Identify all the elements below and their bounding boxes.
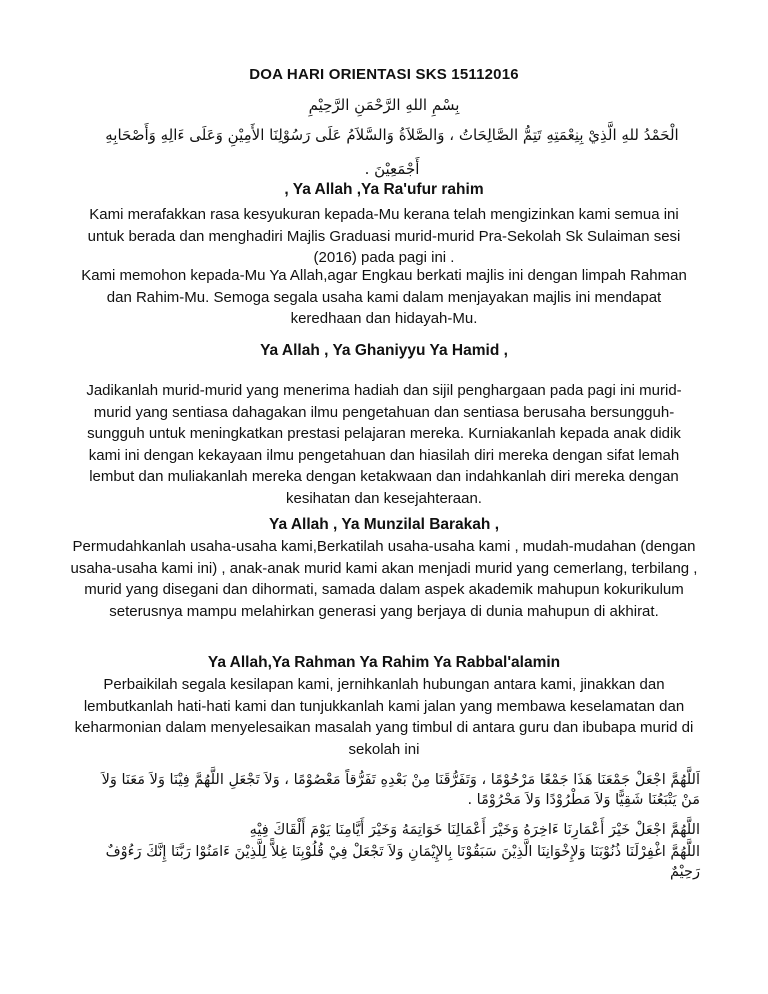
bismillah: بِسْمِ اللهِ الرَّحْمَنِ الرَّحِيْمِ <box>308 96 460 114</box>
section-paragraph: Kami merafakkan rasa kesyukuran kepada-Mu kerana telah mengizinkan kami semua ini untuk berada dan menghadiri Majlis Graduasi murid-murid Pra-Sekolah Sk Sulaiman sesi (2016) pada pagi ini . <box>87 206 681 266</box>
section-heading-ghaniyyu-hamid: Ya Allah , Ya Ghaniyyu Ya Hamid , <box>260 342 508 359</box>
hamdalah: الْحَمْدُ للهِ الَّذِيْ بِنِعْمَتِهِ تَتِمُّ الصَّالِحَاتُ ، وَالصَّلاَةُ وَالسَّلاَمُ عَلَى رَسُوْلِنَا الأَمِيْنِ وَعَلَى ءَالِهِ وَأَصْحَابِهِ أَجْمَعِيْنَ . <box>105 126 679 178</box>
section-paragraph: Kami memohon kepada-Mu Ya Allah,agar Engkau berkati majlis ini dengan limpah Rahman dan Rahim-Mu. Semoga segala usaha kami dalam menjayakan majlis ini mendapat keredhaan dan hidayah-Mu. <box>81 267 687 327</box>
section-paragraph: Perbaikilah segala kesilapan kami, jernihkanlah hubungan antara kami, jinakkan dan lembutkanlah hati-hati kami dan tunjukkanlah kami jalan yang membawa keselamatan dan keharmonian dalam menyelesaikan masalah yang timbul di antara guru dan ibubapa murid di sekolah ini <box>74 676 694 758</box>
section-heading-munzilal-barakah: Ya Allah , Ya Munzilal Barakah , <box>268 516 499 533</box>
closing-doa-line: اَللَّهُمَّ اجْعَلْ جَمْعَنَا هَذَا جَمْعًا مَرْحُوْمًا ، وَتَفَرُّقَنَا مِنْ بَعْدِهِ تَفَرُّقاً مَعْصُوْمًا ، وَلاَ تَجْعَلِ اللَّهُمَّ فِيْنَا وَلاَ مَعَنَا وَلاَ مَنْ يَتْبَعُنَا شَقِيًّا وَلاَ مَطْرُوْدًا وَلاَ مَحْرُوْمًا . <box>101 772 700 808</box>
closing-doa-line: اللَّهُمَّ اجْعَلْ خَيْرَ أَعْمَارِنَا ءَاخِرَهُ وَخَيْرَ أَعْمَالِنَا خَوَاتِمَهُ وَخَيْرَ أَيَّامِنَا يَوْمَ أَلْقَاكَ فِيْهِ <box>249 822 700 838</box>
document-title: DOA HARI ORIENTASI SKS 15112016 <box>249 66 519 83</box>
section-paragraph: Permudahkanlah usaha-usaha kami,Berkatilah usaha-usaha kami , mudah-mudahan (dengan usaha-usaha kami ini) , anak-anak murid kami akan menjadi murid yang cemerlang, terbilang , murid yang disegani dan dihormati, samada dalam aspek akademik mahupun kokurikulum seterusnya mampu melahirkan generasi yang berjaya di dunia mahupun di akhirat. <box>70 538 698 620</box>
section-paragraph: Jadikanlah murid-murid yang menerima hadiah dan sijil penghargaan pada pagi ini murid-murid yang sentiasa dahagakan ilmu pengetahuan dan sentiasa berusaha bersungguh-sungguh untuk meningkatkan prestasi pelajaran mereka. Kurniakanlah kepada anak didik kami ini dengan kekayaan ilmu pengetahuan dan hiasilah diri mereka dengan sifat lemah lembut dan muliakanlah mereka dengan ketakwaan dan indahkanlah diri mereka dengan kesihatan dan kesejahteraan. <box>86 382 682 507</box>
closing-doa-line: اللَّهُمَّ اغْفِرْلَنَا ذُنُوْبَنَا وَلإِخْوَانِنَا الَّذِيْنَ سَبَقُوْنَا بِالإِيْمَانِ وَلاَ تَجْعَلْ فِيْ قُلُوْبِنَا غِلاًّ لِلَّذِيْنَ ءَامَنُوْا رَبَّنَا إِنَّكَ رَءُوْفٌ رَحِيْمٌ <box>105 844 700 880</box>
section-heading-raufur-rahim: , Ya Allah ,Ya Ra'ufur rahim <box>284 181 484 198</box>
section-heading-rahman-rahim: Ya Allah,Ya Rahman Ya Rahim Ya Rabbal'alamin <box>207 654 561 671</box>
